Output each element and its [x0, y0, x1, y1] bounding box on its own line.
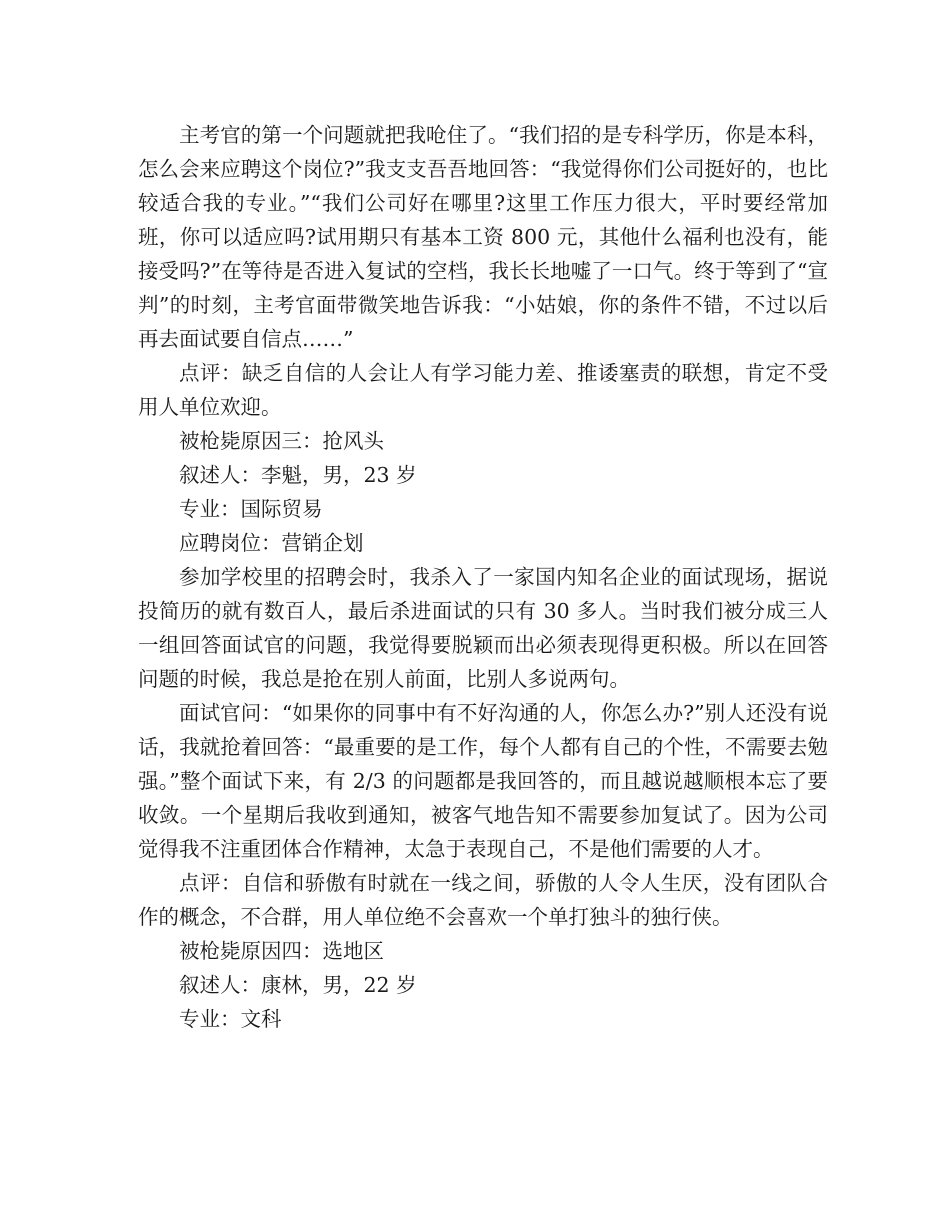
reason-three-narrative-paragraph-1: 参加学校里的招聘会时，我杀入了一家国内知名企业的面试现场，据说投简历的就有数百人，最后杀进面试的只有 30 多人。当时我们被分成三人一组回答面试官的问题，我觉得要脱颖而出必须表现得更积极。所以在回答问题的时候，我总是抢在别人前面，比别人多说两句。	[138, 565, 828, 691]
reason-three-position: 应聘岗位：营销企划	[179, 531, 364, 555]
reason-four-major: 专业：文科	[179, 1007, 282, 1031]
reason-four-heading: 被枪毙原因四：选地区	[179, 939, 384, 963]
reason-four-narrator: 叙述人：康林，男，22 岁	[179, 973, 417, 997]
reason-three-narrative-paragraph-2: 面试官问：“如果你的同事中有不好沟通的人，你怎么办?”别人还没有说话，我就抢着回答：“最重要的是工作，每个人都有自己的个性，不需要去勉强。”整个面试下来，有 2/3 的问题都是我回答的，而且越说越顺根本忘了要收敛。一个星期后我收到通知，被客气地告知不需要参加复试了。因为公司觉得我不注重团体合作精神，太急于表现自己，不是他们需要的人才。	[138, 701, 828, 861]
reason-three-major: 专业：国际贸易	[179, 497, 323, 521]
document-body	[138, 118, 828, 1036]
reason-three-comment-paragraph: 点评：自信和骄傲有时就在一线之间，骄傲的人令人生厌，没有团队合作的概念，不合群，用人单位绝不会喜欢一个单打独斗的独行侠。	[138, 871, 828, 929]
reason-three-narrator: 叙述人：李魁，男，23 岁	[179, 463, 417, 487]
reason-three-heading: 被枪毙原因三：抢风头	[179, 429, 384, 453]
story-two-comment-paragraph: 点评：缺乏自信的人会让人有学习能力差、推诿塞责的联想，肯定不受用人单位欢迎。	[138, 361, 828, 419]
story-two-narrative-paragraph: 主考官的第一个问题就把我呛住了。“我们招的是专科学历，你是本科，怎么会来应聘这个岗位?”我支支吾吾地回答：“我觉得你们公司挺好的，也比较适合我的专业。”“我们公司好在哪里?这里工作压力很大，平时要经常加班，你可以适应吗?试用期只有基本工资 800 元，其他什么福利也没有，能接受吗?”在等待是否进入复试的空档，我长长地嘘了一口气。终于等到了“宣判”的时刻，主考官面带微笑地告诉我：“小姑娘，你的条件不错，不过以后再去面试要自信点……”	[138, 123, 828, 351]
